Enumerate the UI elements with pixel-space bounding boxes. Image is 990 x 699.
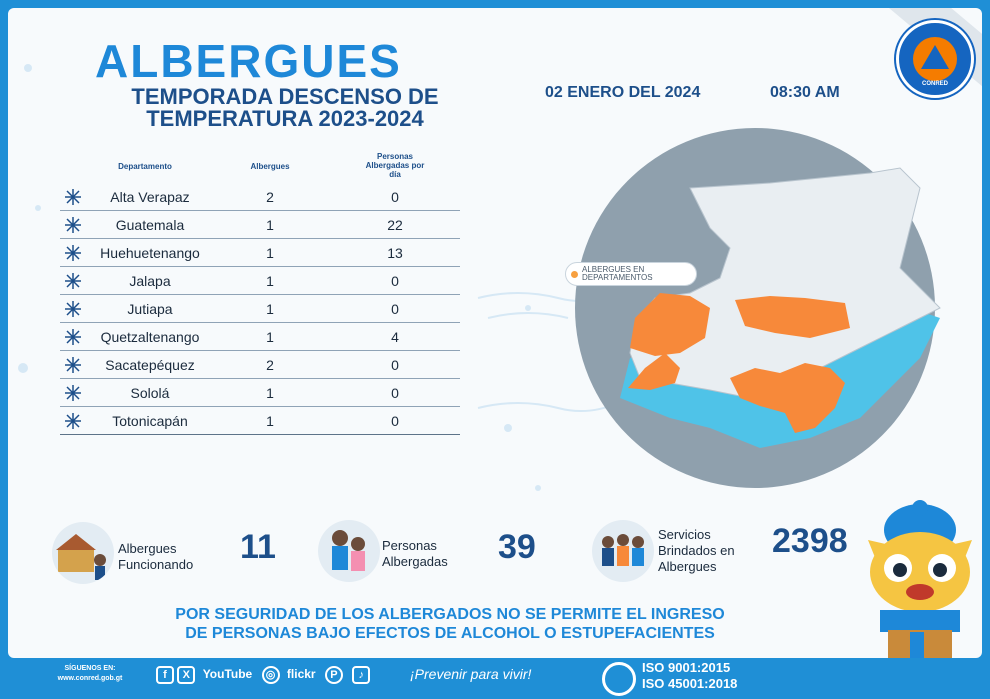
cell-department: Totonicapán (112, 413, 188, 429)
snowflake-icon (64, 384, 82, 402)
stat-persons-label (382, 538, 448, 570)
cell-persons: 0 (391, 413, 399, 429)
facebook-icon[interactable]: f (156, 666, 174, 684)
cell-persons: 0 (391, 273, 399, 289)
cell-persons: 0 (391, 301, 399, 317)
cell-department: Sololá (130, 385, 170, 401)
stat-persons-value: 39 (498, 528, 536, 566)
cell-department: Sacatepéquez (105, 357, 195, 373)
stat-persons-label-line-1: Personas (382, 538, 437, 553)
legend-dot (571, 271, 578, 278)
stat-services-label-line-2: Brindados en (658, 543, 735, 558)
website-link[interactable]: www.conred.gob.gt (57, 675, 123, 682)
map-legend-label: ALBERGUES EN DEPARTAMENTOS (582, 265, 653, 282)
follow-label: SÍGUENOS EN: (64, 665, 116, 672)
table-row (60, 351, 460, 379)
snowflake-icon (64, 188, 82, 206)
shelters-table (60, 183, 460, 435)
table-row (60, 323, 460, 351)
cell-shelters: 1 (266, 385, 274, 401)
notice-line-2: DE PERSONAS BAJO EFECTOS DE ALCOHOL O ESTUPEFACIENTES (185, 625, 715, 642)
report-time: 08:30 AM (770, 84, 840, 101)
tiktok-icon[interactable]: ♪ (352, 666, 370, 684)
pinterest-icon[interactable]: P (325, 666, 343, 684)
cell-persons: 0 (391, 189, 399, 205)
iso-certifications (642, 660, 737, 692)
snowflake-icon (64, 216, 82, 234)
cell-shelters: 1 (266, 273, 274, 289)
stat-shelters-label-line-1: Albergues (118, 541, 177, 556)
flickr-icon[interactable]: flickr (286, 667, 316, 681)
cell-department: Huehuetenango (100, 245, 200, 261)
social-links (156, 666, 370, 686)
cell-persons: 0 (391, 385, 399, 401)
subtitle-line-1: TEMPORADA DESCENSO DE (131, 84, 439, 109)
table-row (60, 267, 460, 295)
stat-services-label (658, 527, 735, 575)
header-shelters: Albergues (250, 162, 290, 171)
cell-shelters: 1 (266, 301, 274, 317)
cell-shelters: 1 (266, 329, 274, 345)
report-date: 02 ENERO DEL 2024 (545, 84, 701, 101)
table-row (60, 239, 460, 267)
instagram-icon[interactable]: ◎ (262, 666, 280, 684)
snowflake-icon (64, 272, 82, 290)
subtitle-line-2: TEMPERATURA 2023-2024 (146, 106, 424, 131)
cell-shelters: 1 (266, 217, 274, 233)
stat-services-value: 2398 (772, 522, 848, 560)
map-legend (565, 262, 697, 286)
iso-9001: ISO 9001:2015 (642, 660, 731, 675)
safety-notice (90, 605, 810, 643)
cell-shelters: 1 (266, 245, 274, 261)
notice-line-1: POR SEGURIDAD DE LOS ALBERGADOS NO SE PERMITE EL INGRESO (175, 606, 725, 623)
snowflake-icon (64, 412, 82, 430)
cell-department: Alta Verapaz (110, 189, 190, 205)
page-subtitle (80, 86, 490, 130)
x-icon[interactable]: X (177, 666, 195, 684)
snowflake-icon (64, 300, 82, 318)
stat-shelters-value: 11 (240, 528, 276, 566)
stat-persons-label-line-2: Albergadas (382, 554, 448, 569)
stat-services-label-line-1: Servicios (658, 527, 711, 542)
iso-certification-icon (602, 662, 636, 696)
cell-department: Jalapa (129, 273, 171, 289)
stat-services-label-line-3: Albergues (658, 559, 717, 574)
snowflake-icon (64, 244, 82, 262)
table-row (60, 211, 460, 239)
youtube-icon[interactable]: YouTube (202, 667, 253, 681)
stat-shelters-label (118, 541, 193, 573)
family-illustration (318, 520, 380, 582)
shelter-illustration (52, 522, 114, 584)
snowflake-icon (64, 328, 82, 346)
cell-shelters: 1 (266, 413, 274, 429)
page-title: ALBERGUES (95, 35, 402, 87)
cell-persons: 22 (387, 217, 403, 233)
follow-us (40, 664, 140, 684)
cell-shelters: 2 (266, 189, 274, 205)
slogan: ¡Prevenir para vivir! (410, 666, 532, 682)
cell-persons: 4 (391, 329, 399, 345)
header-department: Departamento (118, 162, 172, 171)
services-illustration (592, 520, 654, 582)
cell-department: Quetzaltenango (100, 329, 200, 345)
cell-persons: 13 (387, 245, 403, 261)
iso-45001: ISO 45001:2018 (642, 676, 738, 691)
cell-department: Jutiapa (127, 301, 173, 317)
cell-shelters: 2 (266, 357, 274, 373)
table-header (60, 150, 460, 182)
table-row (60, 295, 460, 323)
table-row (60, 183, 460, 211)
cell-persons: 0 (391, 357, 399, 373)
snowflake-icon (64, 356, 82, 374)
table-row (60, 379, 460, 407)
stat-shelters-label-line-2: Funcionando (118, 557, 194, 572)
conred-logo: CONRED (896, 20, 974, 98)
header-persons: Personas Albergadas por día (365, 152, 425, 179)
cell-department: Guatemala (115, 217, 185, 233)
guatemala-map (560, 128, 960, 528)
table-row (60, 407, 460, 435)
